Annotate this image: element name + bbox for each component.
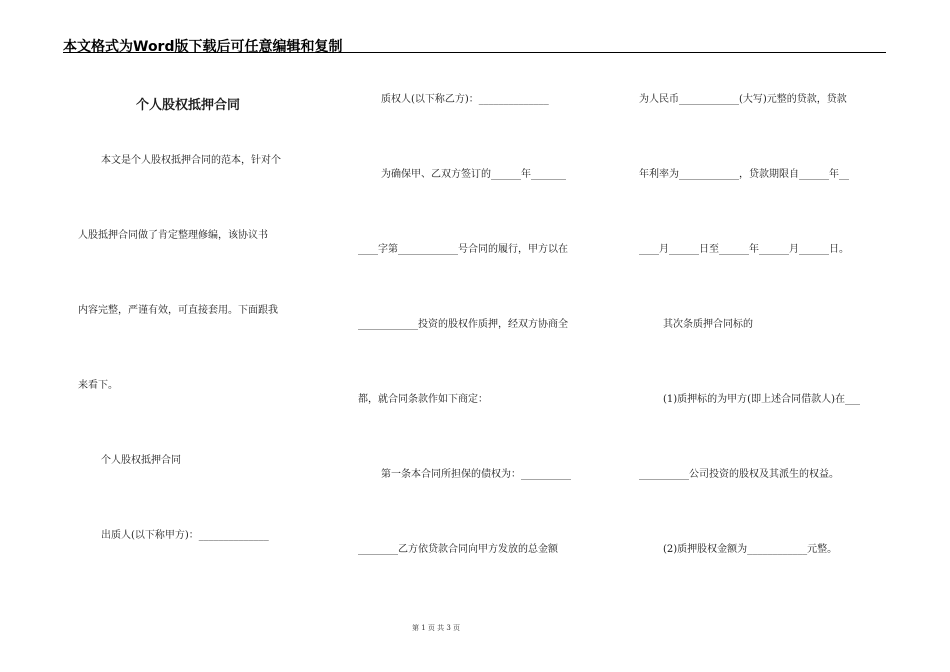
- col3-line-5: (1)质押标的为甲方(即上述合同借款人)在___: [663, 394, 860, 405]
- col3-line-4: 其次条质押合同标的: [663, 319, 753, 330]
- col1-line-6: 出质人(以下称甲方)：______________: [101, 530, 269, 541]
- header-title: 本文格式为Word版下载后可任意编辑和复制: [63, 39, 343, 55]
- document-title: 个人股权抵押合同: [136, 98, 241, 113]
- col2-line-4: ____________投资的股权作质押，经双方协商全: [358, 319, 568, 330]
- col3-line-1: 为人民币____________(大写)元整的贷款，贷款: [639, 94, 847, 105]
- col2-line-2: 为确保甲、乙双方签订的______年_______: [381, 169, 566, 180]
- col2-line-3: ____字第____________号合同的履行，甲方以在: [358, 244, 568, 255]
- col1-line-3: 内容完整，严谨有效，可直接套用。下面跟我: [78, 305, 278, 316]
- col3-line-3: ____月______日至______年______月______日。: [639, 244, 849, 255]
- col2-line-7: ________乙方依贷款合同向甲方发放的总金额: [358, 544, 558, 555]
- col1-line-4: 来看下。: [78, 380, 118, 391]
- col1-line-1: 本文是个人股权抵押合同的范本，针对个: [101, 155, 281, 166]
- page-number: 第 1 页 共 3 页: [412, 624, 461, 632]
- col3-line-6: __________公司投资的股权及其派生的权益。: [639, 469, 839, 480]
- col1-line-5: 个人股权抵押合同: [101, 455, 181, 466]
- col2-line-5: 都，就合同条款作如下商定：: [358, 394, 488, 405]
- col2-line-6: 第一条本合同所担保的债权为：__________: [381, 469, 571, 480]
- header-divider: [63, 52, 886, 53]
- col1-line-2: 人股抵押合同做了肯定整理修编，该协议书: [78, 230, 268, 241]
- col2-line-1: 质权人(以下称乙方)：______________: [381, 94, 549, 105]
- col3-line-7: (2)质押股权金额为____________元整。: [663, 544, 838, 555]
- col3-line-2: 年利率为____________，贷款期限自______年__: [639, 169, 849, 180]
